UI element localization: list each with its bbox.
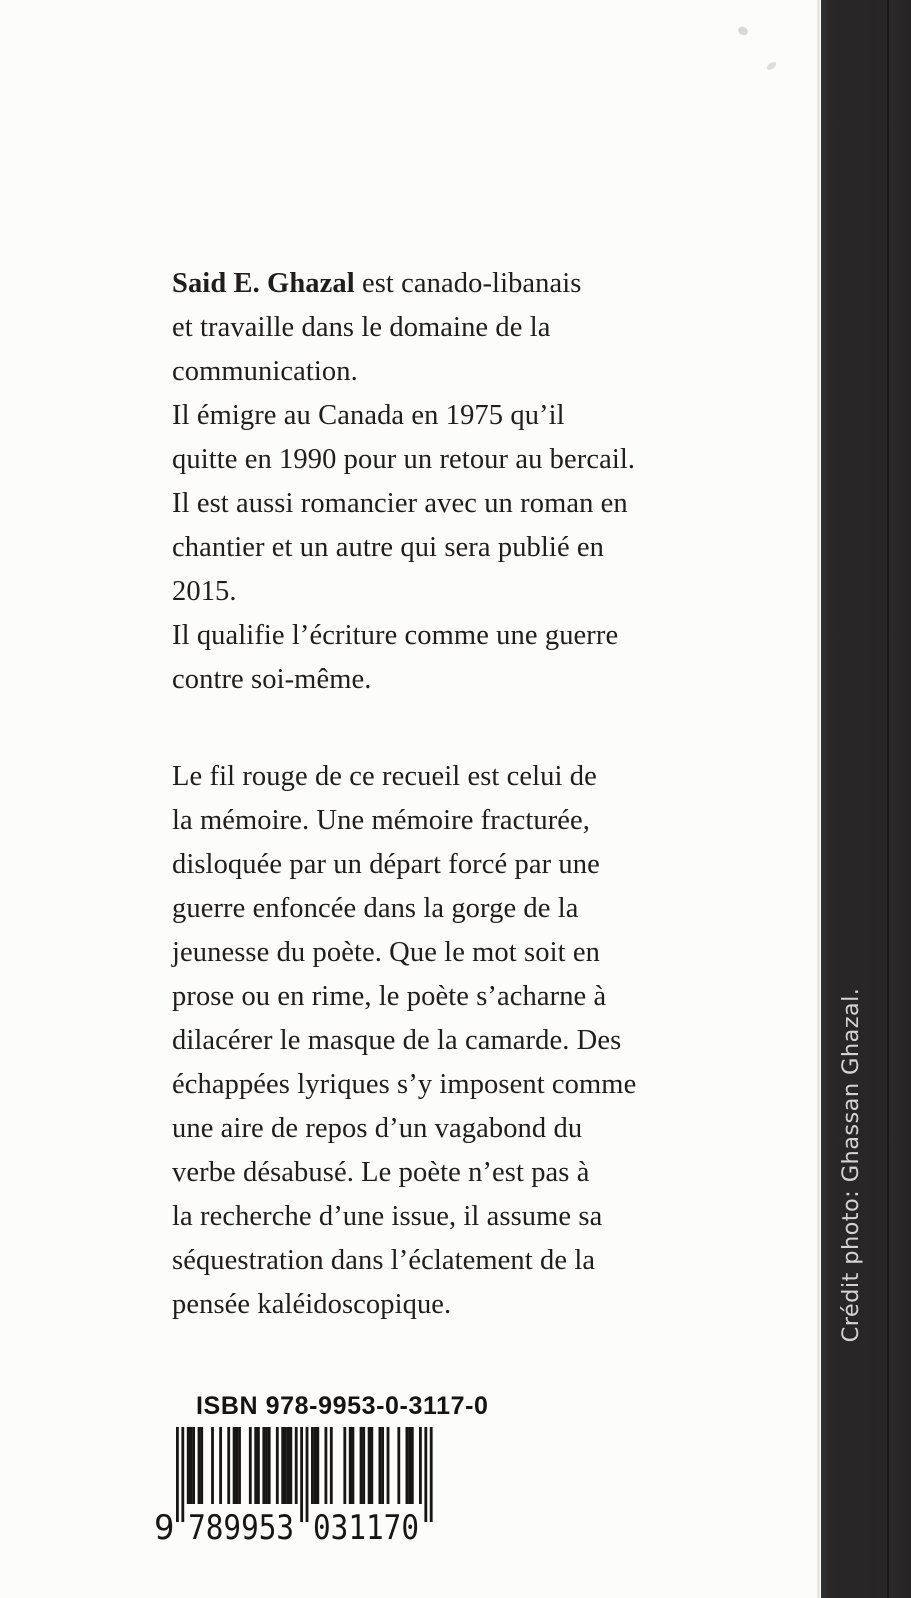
text-line: chantier et un autre qui sera publié en [172,532,605,563]
text-line: Il est aussi romancier avec un roman en [172,488,628,519]
text-line: pensée kaléidoscopique. [172,1289,452,1320]
text-line: verbe désabusé. Le poète n’est pas à [172,1157,590,1188]
text-line: prose ou en rime, le poète s’acharne à [172,981,607,1012]
svg-text:9: 9 [154,1508,175,1547]
text-line: et travaille dans le domaine de la [172,312,551,343]
about-author-paragraph [172,262,682,702]
isbn-label: ISBN 978-9953-0-3117-0 [196,1392,489,1420]
text-line: Il émigre au Canada en 1975 qu’il [172,400,565,431]
page-edge-shadow [817,0,820,1598]
scan-artifact-speck [765,60,777,71]
text-line: la recherche d’une issue, il assume sa [172,1201,603,1232]
photo-credit-label: Crédit photo: Ghassan Ghazal. [838,987,864,1343]
text-line: une aire de repos d’un vagabond du [172,1113,583,1144]
text-line: disloquée par un départ forcé par une [172,849,600,880]
about-author-first-line-rest: est canado-libanais [354,268,582,299]
text-line: Le fil rouge de ce recueil est celui de [172,761,597,792]
svg-text:789953: 789953 [188,1508,295,1547]
isbn-block [154,1392,489,1547]
text-line: 2015. [172,576,237,607]
text-line: dilacérer le masque de la camarde. Des [172,1025,622,1056]
spine-strip [821,0,911,1598]
text-line: guerre enfoncée dans la gorge de la [172,893,579,924]
text-line: séquestration dans l’éclatement de la [172,1245,596,1276]
synopsis-paragraph [172,755,682,1327]
text-line: contre soi-même. [172,664,372,695]
about-author-lines [172,306,682,702]
text-line: communication. [172,356,358,387]
spine-crease-line [887,0,889,1598]
ean13-barcode [154,1427,436,1547]
about-author-first-line [172,262,682,306]
text-line: quitte en 1990 pour un retour au bercail. [172,444,636,475]
text-line: jeunesse du poète. Que le mot soit en [172,937,600,968]
author-name: Said E. Ghazal [172,268,355,299]
text-line: la mémoire. Une mémoire fracturée, [172,805,591,836]
svg-text:031170: 031170 [313,1508,419,1547]
text-line: échappées lyriques s’y imposent comme [172,1069,637,1100]
scan-artifact-speck [737,25,749,36]
text-line: Il qualifie l’écriture comme une guerre [172,620,619,651]
